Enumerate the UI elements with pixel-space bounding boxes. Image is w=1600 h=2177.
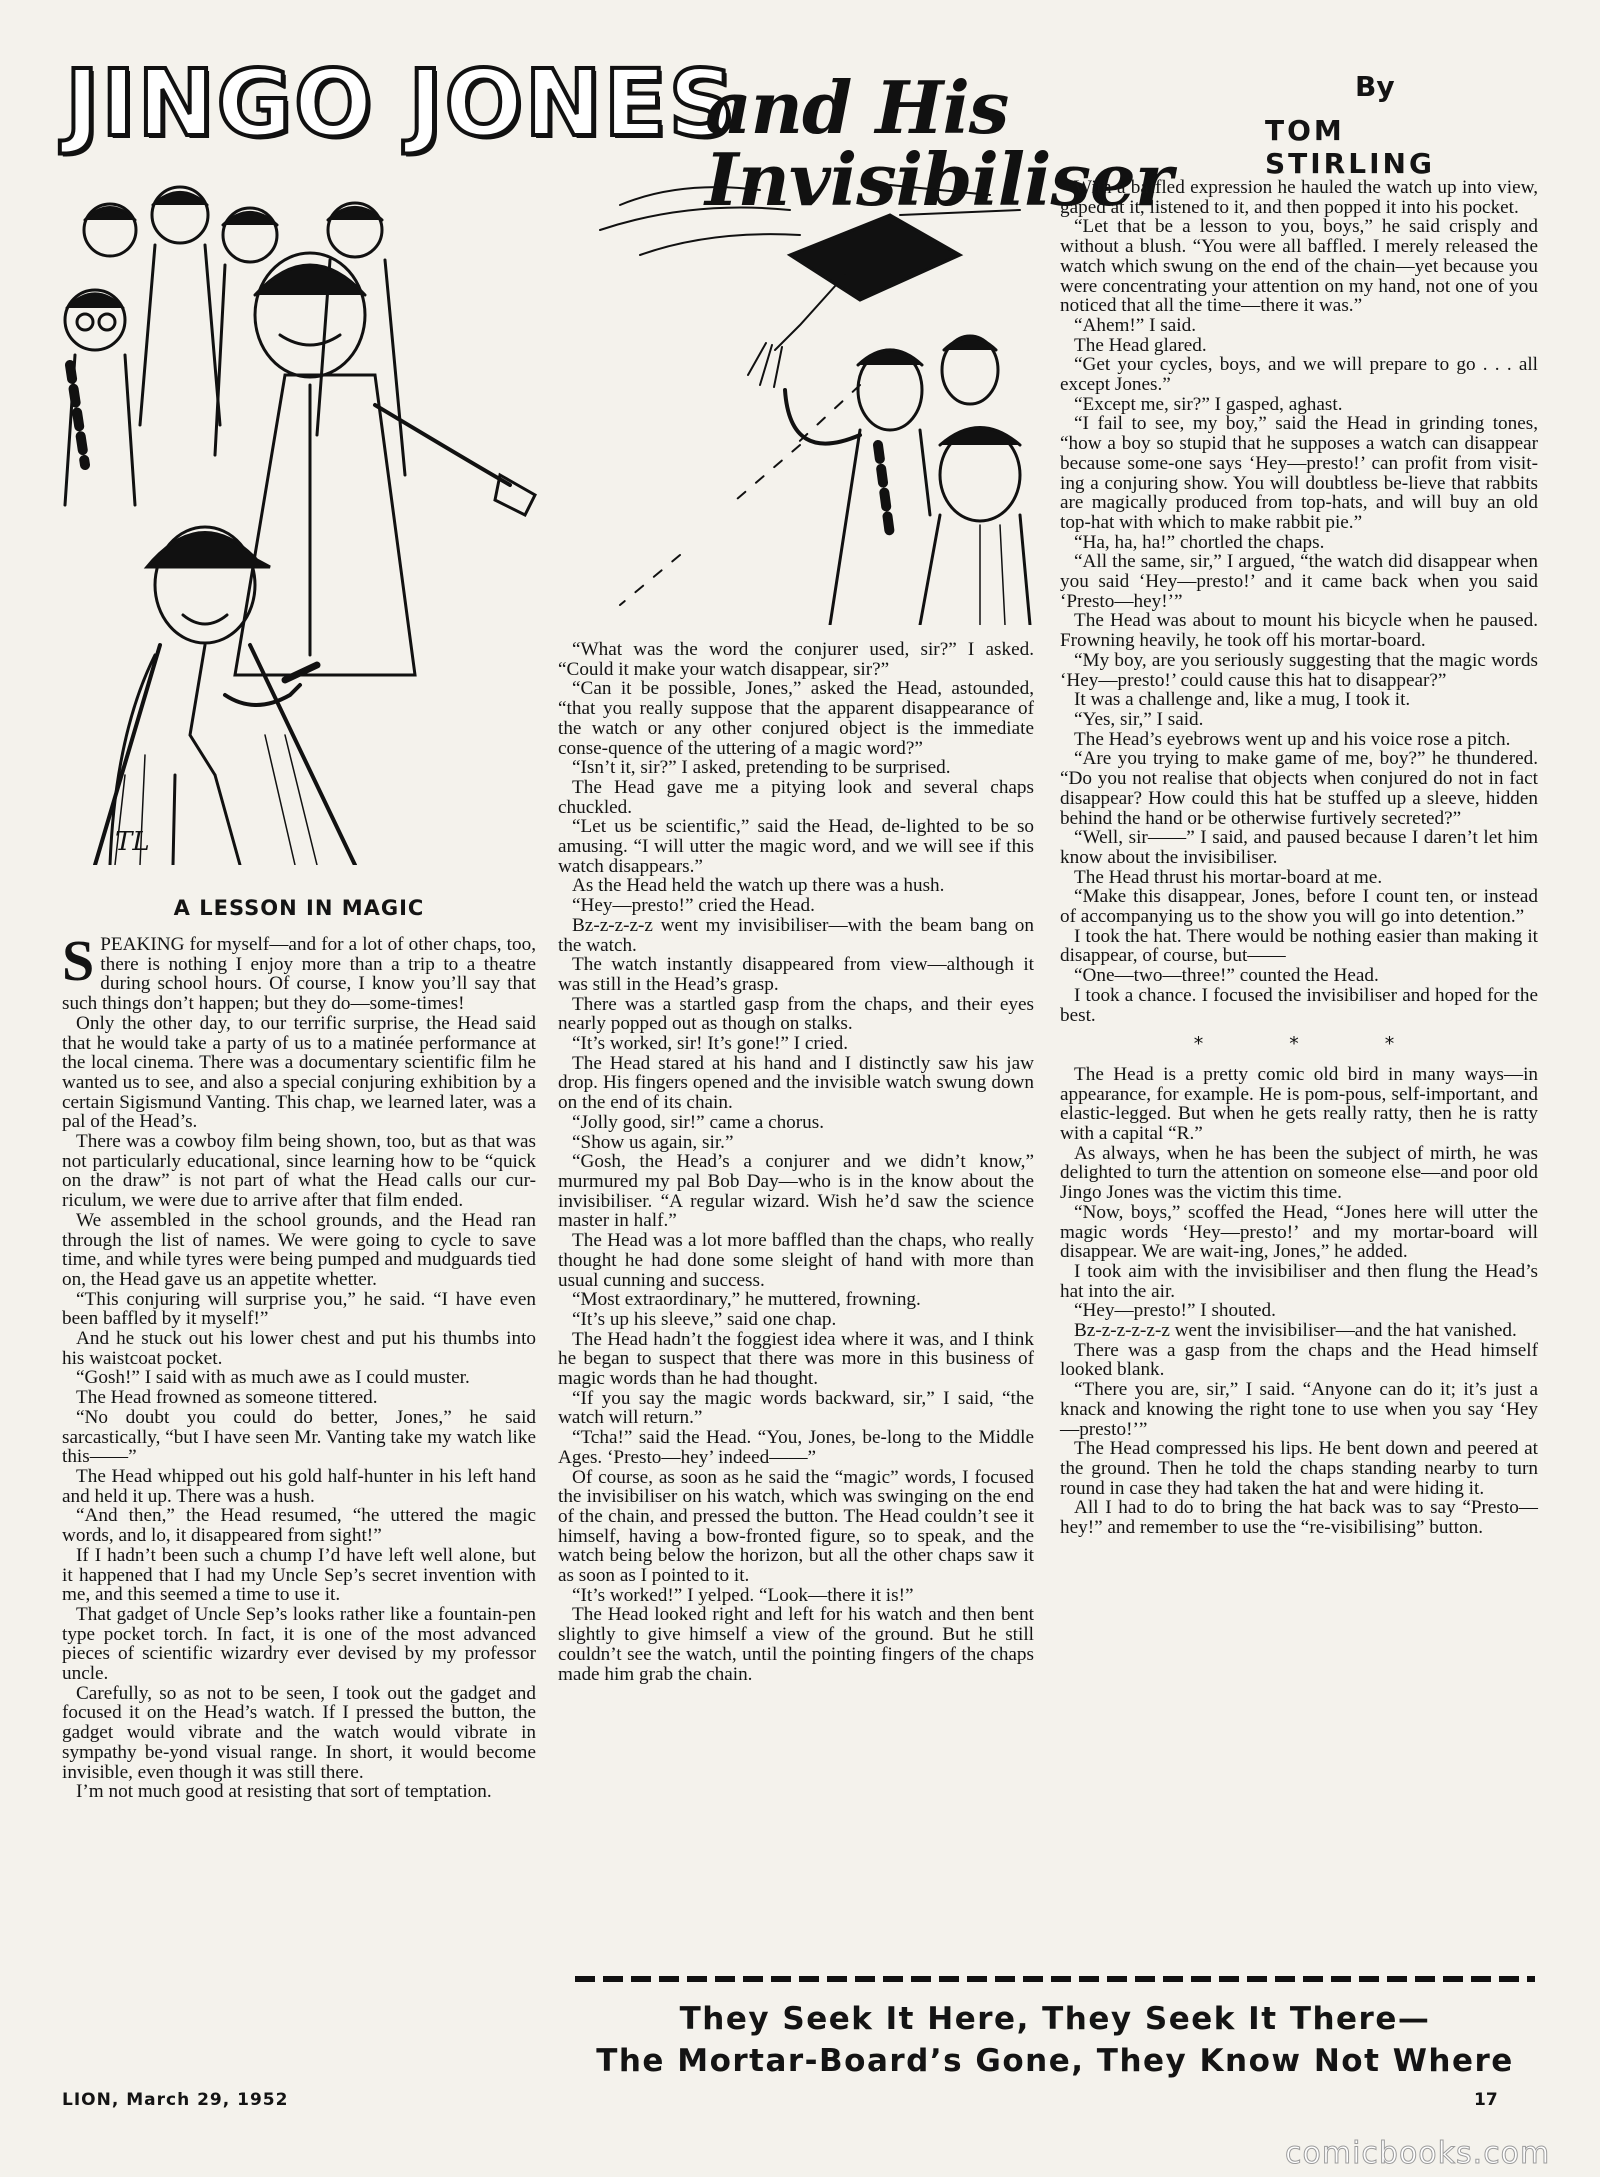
paragraph: “Ha, ha, ha!” chortled the chaps. — [1074, 531, 1325, 553]
paragraph: “I fail to see, my boy,” said the Head in grinding tones, “how a boy so stupid that he supposes a watch can disappear because some-one says ‘Hey—presto!’ can profit from visit-ing a conjuring show. You will doubtless be-lieve that rabbits are magically produced from top-hats, and will buy an old top-hat with which to make rabbit pie.” — [1060, 413, 1538, 533]
paragraph: As always, when he has been the subject of mirth, he was delighted to turn the attention on someone else—and poor old Jingo Jones was the victim this time. — [1060, 1142, 1538, 1204]
paragraph: “All the same, sir,” I argued, “the watch did disappear when you said ‘Hey—presto!’ and it came back when you said ‘Presto—hey!’” — [1060, 551, 1538, 612]
paragraph: The Head frowned as someone tittered. — [76, 1387, 378, 1409]
paragraph: “Ahem!” I said. — [1074, 314, 1197, 336]
paragraph: I took a chance. I focused the invisibiliser and hoped for the best. — [1060, 984, 1538, 1026]
text-column-3 — [1060, 178, 1538, 1538]
paragraph: With a baffled expression he hauled the watch up into view, gaped at it, listened to it, and then popped it into his pocket. — [1060, 177, 1538, 218]
paragraph: “Isn’t it, sir?” I asked, pretending to be surprised. — [572, 757, 951, 779]
paragraph: “One—two—three!” counted the Head. — [1074, 965, 1379, 987]
paragraph: “Now, boys,” scoffed the Head, “Jones here will utter the magic words ‘Hey—presto!’ and my mortar-board will disappear. We are wait-ing, Jones,” he added. — [1060, 1201, 1538, 1263]
paragraph: SPEAKING for myself—and for a lot of other chaps, too, there is nothing I enjoy more than a trip to a theatre during school hours. Of course, I know you’ll say that such things don’t happen; but they do—some-times! — [62, 928, 536, 1015]
paragraph: “Tcha!” said the Head. “You, Jones, be-long to the Middle Ages. ‘Presto—hey’ indeed——” — [558, 1427, 1034, 1468]
paragraph: “No doubt you could do better, Jones,” he said sarcastically, “but I have seen Mr. Vanting take my watch like this——” — [62, 1406, 536, 1468]
paragraph: There was a gasp from the chaps and the Head himself looked blank. — [1060, 1339, 1538, 1381]
caption-line-2: The Mortar-Board’s Gone, They Know Not Where — [596, 2043, 1514, 2079]
paragraph: “Get your cycles, boys, and we will prepare to go . . . all except Jones.” — [1060, 354, 1538, 396]
section-heading: A LESSON IN MAGIC — [173, 896, 425, 920]
paragraph: The Head’s eyebrows went up and his voice rose a pitch. — [1074, 728, 1511, 750]
paragraph: The Head looked right and left for his watch and then bent slightly to give himself a view of the ground. But he still couldn’t see the watch, until the pointing fingers of the chaps made him grab the chain. — [558, 1604, 1034, 1685]
paragraph: It was a challenge and, like a mug, I took it. — [1074, 689, 1411, 711]
drop-cap: S — [62, 928, 95, 993]
paragraph: “Jolly good, sir!” came a chorus. — [572, 1111, 825, 1133]
paragraph: “Let us be scientific,” said the Head, de-lighted to be so amusing. “I will utter the magic word, and we will see if this watch disappears.” — [558, 816, 1034, 877]
paragraph: There was a startled gasp from the chaps, and their eyes nearly popped out as though on stalks. — [558, 993, 1034, 1035]
paragraph: “If you say the magic words backward, sir,” I said, “the watch will return.” — [558, 1387, 1034, 1429]
paragraph: “Gosh!” I said with as much awe as I could muster. — [76, 1367, 470, 1389]
paragraph: “There you are, sir,” I said. “Anyone can do it; it’s just a knack and knowing the right tone to use when you say ‘Hey—presto!’” — [1060, 1379, 1538, 1440]
paragraph: The Head compressed his lips. He bent down and peered at the ground. Then he told the chaps standing nearby to turn round in case they had taken the hat and were hiding it. — [1060, 1438, 1538, 1499]
paragraph: All I had to do to bring the hat back was to say “Presto—hey!” and remember to use the “re-visibilising” button. — [1060, 1497, 1538, 1539]
paragraph: That gadget of Uncle Sep’s looks rather like a fountain-pen type pocket torch. In fact, it is one of the most advanced pieces of scientific wizardry ever devised by my professor uncle. — [62, 1603, 536, 1685]
paragraph: Bz-z-z-z-z-z went the invisibiliser—and the hat vanished. — [1074, 1320, 1517, 1342]
paragraph: I took aim with the invisibiliser and then flung the Head’s hat into the air. — [1060, 1260, 1538, 1302]
story-title: JINGO JONES — [65, 50, 737, 157]
text-column-1 — [62, 928, 536, 1803]
paragraph: “My boy, are you seriously suggesting that the magic words ‘Hey—presto!’ could cause this hat to disappear?” — [1060, 649, 1538, 691]
paragraph: “Yes, sir,” I said. — [1074, 708, 1204, 730]
paragraph: “What was the word the conjurer used, sir?” I asked. “Could it make your watch disappear, sir?” — [558, 639, 1034, 680]
illustrator-signature: TL — [115, 827, 150, 857]
paragraph: “Well, sir——” I said, and paused because I daren’t let him know about the invisibiliser. — [1060, 827, 1538, 868]
illustration-crowd — [55, 175, 565, 865]
paragraph: We assembled in the school grounds, and the Head ran through the list of names. We were going to cycle to save time, and while tyres were being pumped and mudguards tied on, the Head gave us an appetite whetter. — [62, 1209, 536, 1290]
paragraph: The Head stared at his hand and I distinctly saw his jaw drop. His fingers opened and the invisible watch swung down on the end of its chain. — [558, 1052, 1034, 1114]
paragraph: The Head gave me a pitying look and several chaps chuckled. — [558, 776, 1034, 818]
paragraph: “And then,” the Head resumed, “he uttered the magic words, and lo, it disappeared from sight!” — [62, 1505, 536, 1547]
paragraph: I took the hat. There would be nothing easier than making it disappear, of course, but—— — [1060, 925, 1538, 967]
paragraph: “Gosh, the Head’s a conjurer and we didn’t know,” murmured my pal Bob Day—who is in the know about the invisibiliser. “A regular wizard. Wish he’d saw the science master in half.” — [558, 1151, 1034, 1232]
page-number: 17 — [1474, 2090, 1498, 2110]
paragraph: And he stuck out his lower chest and put his thumbs into his waistcoat pocket. — [62, 1328, 536, 1369]
paragraph: “It’s worked, sir! It’s gone!” I cried. — [572, 1033, 848, 1055]
paragraph: “Show us again, sir.” — [572, 1131, 734, 1153]
paragraph: The Head whipped out his gold half-hunter in his left hand and held it up. There was a hush. — [62, 1465, 536, 1507]
caption-line-1: They Seek It Here, They Seek It There— — [679, 2001, 1431, 2037]
paragraph: The Head was a lot more baffled than the chaps, who really thought he had done some sleight of hand with more than usual cunning and success. — [558, 1230, 1034, 1291]
illustration-flying-hat — [560, 175, 1060, 625]
paragraph: Bz-z-z-z-z went my invisibiliser—with the beam bang on the watch. — [558, 914, 1034, 956]
paragraph: There was a cowboy film being shown, too, but as that was not particularly educational, since learning how to be “quick on the draw” is not part of what the Head calls our cur-riculum, we were due to arrive after that film ended. — [62, 1131, 536, 1212]
author-name: TOM STIRLING — [1265, 114, 1435, 180]
paragraph: Only the other day, to our terrific surprise, the Head said that he would take a party of us to a matinée performance at the local cinema. There was a documentary scientific film he wanted us to see, and also a special conjuring exhibition by a certain Sigismund Vanting. This chap, we learned later, was a pal of the Head’s. — [62, 1012, 536, 1133]
paragraph: “Most extraordinary,” he muttered, frowning. — [572, 1289, 921, 1311]
paragraph: “Except me, sir?” I gasped, aghast. — [1074, 393, 1343, 415]
paragraph: I’m not much good at resisting that sort of temptation. — [76, 1781, 492, 1803]
paragraph: “Are you trying to make game of me, boy?” he thundered. “Do you not realise that objects when conjured do not in fact disappear? How could this hat be stuffed up a sleeve, hidden behind the hand or be otherwise furtively secreted?” — [1060, 748, 1538, 829]
story-caption — [575, 1998, 1535, 2082]
byline-label: By — [1355, 70, 1395, 103]
paragraph: As the Head held the watch up there was a hush. — [572, 875, 945, 897]
paragraph: If I hadn’t been such a chump I’d have left well alone, but it happened that I had my Uncle Sep’s secret invention with me, and this seemed a time to use it. — [62, 1544, 536, 1606]
section-break-stars: * * * — [1193, 1033, 1435, 1056]
paragraph: Of course, as soon as he said the “magic” words, I focused the invisibiliser on his watch, which was swinging on the end of the chain, and pressed the button. The Head couldn’t see it himself, having a bow-fronted figure, so to speak, and the watch being below the horizon, but all the other chaps saw it as soon as I pointed to it. — [558, 1466, 1034, 1587]
paragraph: “It’s up his sleeve,” said one chap. — [572, 1308, 837, 1330]
paragraph: “Hey—presto!” cried the Head. — [572, 895, 815, 917]
story-subtitle: and His Invisibiliser — [705, 65, 1172, 222]
paragraph: The Head is a pretty comic old bird in many ways—in appearance, for example. He is pom-pous, self-important, and elastic-legged. But when he gets really ratty, then he is ratty with a capital “R.” — [1060, 1063, 1538, 1145]
issue-date: LION, March 29, 1952 — [62, 2090, 289, 2110]
dashed-divider — [575, 1976, 1535, 1982]
paragraph: “This conjuring will surprise you,” he said. “I have even been baffled by it myself!” — [62, 1288, 536, 1330]
paragraph: The Head glared. — [1074, 334, 1207, 356]
paragraph: “Can it be possible, Jones,” asked the Head, astounded, “that you really suppose that the apparent disappearance of the watch or any other conjured object is the immediate conse-quence of the uttering of a magic word?” — [558, 678, 1034, 759]
paragraph: The Head thrust his mortar-board at me. — [1074, 866, 1383, 888]
paragraph: The Head was about to mount his bicycle when he paused. Frowning heavily, he took off his mortar-board. — [1060, 610, 1538, 652]
paragraph: The Head hadn’t the foggiest idea where it was, and I think he began to suspect that there was more in this business of magic words than he had thought. — [558, 1328, 1034, 1390]
paragraph: The watch instantly disappeared from view—although it was still in the Head’s grasp. — [558, 954, 1034, 995]
paragraph: “Let that be a lesson to you, boys,” he said crisply and without a blush. “You were all baffled. I merely released the watch which swung on the end of the chain—yet because you were concentrating your attention on my hand, not one of you noticed that all the time—there it was.” — [1060, 216, 1538, 317]
paragraph: “It’s worked!” I yelped. “Look—there it is!” — [572, 1584, 914, 1606]
paragraph: Carefully, so as not to be seen, I took out the gadget and focused it on the Head’s watch. If I pressed the button, the gadget would vibrate and the watch would vibrate in sympathy be-yond visual range. In short, it would become invisible, even though it was still there. — [62, 1682, 536, 1783]
site-watermark: comicbooks.com — [1285, 2136, 1551, 2171]
paragraph: “Make this disappear, Jones, before I count ten, or instead of accompanying us to the show you will go into detention.” — [1060, 886, 1538, 928]
text-column-2 — [558, 640, 1034, 1684]
paragraph: “Hey—presto!” I shouted. — [1074, 1300, 1276, 1322]
